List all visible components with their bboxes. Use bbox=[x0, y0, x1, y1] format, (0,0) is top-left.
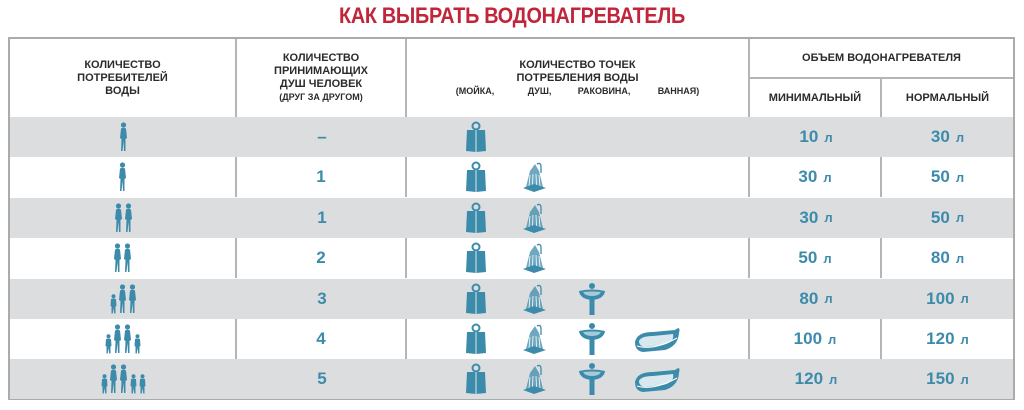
points-cell bbox=[407, 117, 750, 157]
table-row bbox=[10, 198, 1013, 238]
volume-norm-cell bbox=[882, 117, 1013, 157]
table-row bbox=[10, 319, 1013, 359]
volume-norm-value: 50 bbox=[930, 207, 950, 227]
person-silhouette-icon bbox=[101, 364, 146, 394]
header-points-shower: ДУШ, bbox=[527, 85, 552, 96]
table-row bbox=[10, 117, 1013, 157]
volume-norm-cell bbox=[882, 198, 1013, 238]
consumers-cell bbox=[10, 359, 237, 399]
table-row bbox=[10, 157, 1013, 197]
table-row bbox=[10, 359, 1013, 399]
points-cell bbox=[407, 157, 750, 197]
header-consumers-line2: ПОТРЕБИТЕЛЕЙ bbox=[77, 71, 168, 84]
header-points-sink: (МОЙКА, bbox=[455, 85, 495, 96]
volume-unit: л bbox=[829, 371, 838, 387]
header-volume: ОБЪЕМ ВОДОНАГРЕВАТЕЛЯ bbox=[750, 39, 1013, 79]
showers-cell: – bbox=[317, 127, 327, 146]
header-points-washbasin: РАКОВИНА, bbox=[577, 85, 631, 96]
header-showers-line2: ПРИНИМАЮЩИХ bbox=[274, 65, 368, 77]
volume-norm-cell bbox=[882, 238, 1013, 278]
header-points-line2: ПОТРЕБЛЕНИЯ ВОДЫ bbox=[516, 71, 639, 84]
kitchen-sink-icon bbox=[465, 363, 521, 395]
table-header bbox=[10, 39, 1013, 117]
header-points-sub bbox=[456, 85, 700, 98]
volume-norm-value: 100 bbox=[926, 288, 955, 308]
volume-unit: л bbox=[955, 250, 965, 266]
volume-unit: л bbox=[955, 169, 965, 185]
shower-icon bbox=[521, 242, 577, 274]
kitchen-sink-icon bbox=[465, 283, 521, 315]
volume-norm-cell bbox=[882, 157, 1013, 197]
volume-unit: л bbox=[824, 129, 833, 145]
kitchen-sink-icon bbox=[465, 242, 521, 274]
page-title: КАК ВЫБРАТЬ ВОДОНАГРЕВАТЕЛЬ bbox=[339, 3, 685, 28]
header-consumers bbox=[10, 39, 237, 117]
volume-unit: л bbox=[960, 291, 969, 307]
header-points-line1: КОЛИЧЕСТВО ТОЧЕК bbox=[519, 58, 636, 71]
header-showers-sub: (ДРУГ ЗА ДРУГОМ) bbox=[279, 92, 363, 102]
volume-unit: л bbox=[960, 331, 969, 347]
header-consumers-line1: КОЛИЧЕСТВО bbox=[84, 58, 161, 71]
volume-norm-cell bbox=[882, 319, 1013, 359]
washbasin-icon bbox=[577, 362, 633, 396]
kitchen-sink-icon bbox=[465, 323, 521, 355]
volume-norm-value: 150 bbox=[926, 369, 955, 389]
showers-cell: 1 bbox=[237, 157, 407, 197]
consumers-cell bbox=[10, 117, 237, 157]
header-showers bbox=[237, 39, 407, 117]
bathtub-icon bbox=[633, 324, 693, 354]
header-showers-line1: КОЛИЧЕСТВО bbox=[282, 52, 360, 64]
volume-unit: л bbox=[824, 210, 833, 226]
volume-unit: л bbox=[960, 371, 969, 387]
consumers-cell bbox=[10, 157, 237, 197]
volume-min-value: 50 bbox=[798, 248, 818, 268]
header-consumers-line3: ВОДЫ bbox=[105, 84, 140, 97]
volume-min-cell bbox=[750, 198, 882, 238]
washbasin-icon bbox=[577, 282, 633, 316]
person-silhouette-icon bbox=[118, 162, 127, 192]
shower-icon bbox=[521, 202, 577, 234]
points-cell bbox=[407, 279, 750, 319]
shower-icon bbox=[521, 161, 577, 193]
person-silhouette-icon bbox=[114, 203, 133, 233]
showers-cell: 1 bbox=[317, 207, 327, 227]
person-silhouette-icon bbox=[110, 284, 137, 314]
showers-cell: 4 bbox=[237, 319, 407, 359]
showers-cell: 3 bbox=[317, 288, 327, 308]
table-row bbox=[10, 238, 1013, 278]
volume-norm-cell bbox=[882, 359, 1013, 399]
volume-min-value: 120 bbox=[794, 369, 824, 389]
volume-norm-value: 30 bbox=[930, 127, 950, 146]
consumers-cell bbox=[10, 238, 237, 278]
showers-cell: 2 bbox=[237, 238, 407, 278]
table-row bbox=[10, 279, 1013, 319]
kitchen-sink-icon bbox=[465, 161, 521, 193]
points-cell bbox=[407, 359, 750, 399]
consumers-cell bbox=[10, 198, 237, 238]
header-volume-min: МИНИМАЛЬНЫЙ bbox=[750, 79, 882, 117]
volume-unit: л bbox=[955, 210, 965, 226]
volume-norm-value: 80 bbox=[930, 248, 950, 268]
volume-unit: л bbox=[823, 169, 832, 185]
volume-min-cell bbox=[750, 157, 882, 197]
volume-min-cell bbox=[750, 117, 882, 157]
shower-icon bbox=[521, 363, 577, 395]
volume-min-value: 100 bbox=[793, 329, 823, 348]
volume-norm-cell bbox=[882, 279, 1013, 319]
bathtub-icon bbox=[633, 364, 693, 394]
points-cell bbox=[407, 198, 750, 238]
header-volume-norm: НОРМАЛЬНЫЙ bbox=[905, 92, 990, 104]
person-silhouette-icon bbox=[119, 122, 128, 152]
person-silhouette-icon bbox=[113, 243, 132, 273]
volume-min-cell bbox=[750, 359, 882, 399]
volume-unit: л bbox=[955, 129, 965, 145]
shower-icon bbox=[521, 323, 577, 355]
points-cell bbox=[407, 319, 750, 359]
points-cell bbox=[407, 238, 750, 278]
volume-min-value: 30 bbox=[798, 167, 818, 187]
person-silhouette-icon bbox=[105, 324, 141, 354]
header-points-bathtub: ВАННАЯ) bbox=[657, 85, 700, 96]
volume-min-value: 10 bbox=[799, 127, 819, 146]
volume-min-cell bbox=[750, 319, 882, 359]
volume-min-value: 30 bbox=[799, 207, 819, 227]
volume-unit: л bbox=[828, 331, 837, 347]
header-showers-line3: ДУШ ЧЕЛОВЕК bbox=[279, 78, 363, 90]
volume-min-cell bbox=[750, 279, 882, 319]
kitchen-sink-icon bbox=[465, 121, 521, 153]
washbasin-icon bbox=[577, 322, 633, 356]
volume-unit: л bbox=[823, 250, 832, 266]
volume-unit: л bbox=[824, 291, 833, 307]
showers-cell: 5 bbox=[317, 369, 327, 389]
volume-min-value: 80 bbox=[799, 288, 819, 308]
consumers-cell bbox=[10, 319, 237, 359]
volume-min-cell bbox=[750, 238, 882, 278]
kitchen-sink-icon bbox=[465, 202, 521, 234]
shower-icon bbox=[521, 283, 577, 315]
water-heater-table bbox=[8, 37, 1015, 400]
header-points bbox=[407, 39, 750, 117]
volume-norm-value: 120 bbox=[926, 329, 955, 348]
consumers-cell bbox=[10, 279, 237, 319]
volume-norm-value: 50 bbox=[930, 167, 950, 187]
